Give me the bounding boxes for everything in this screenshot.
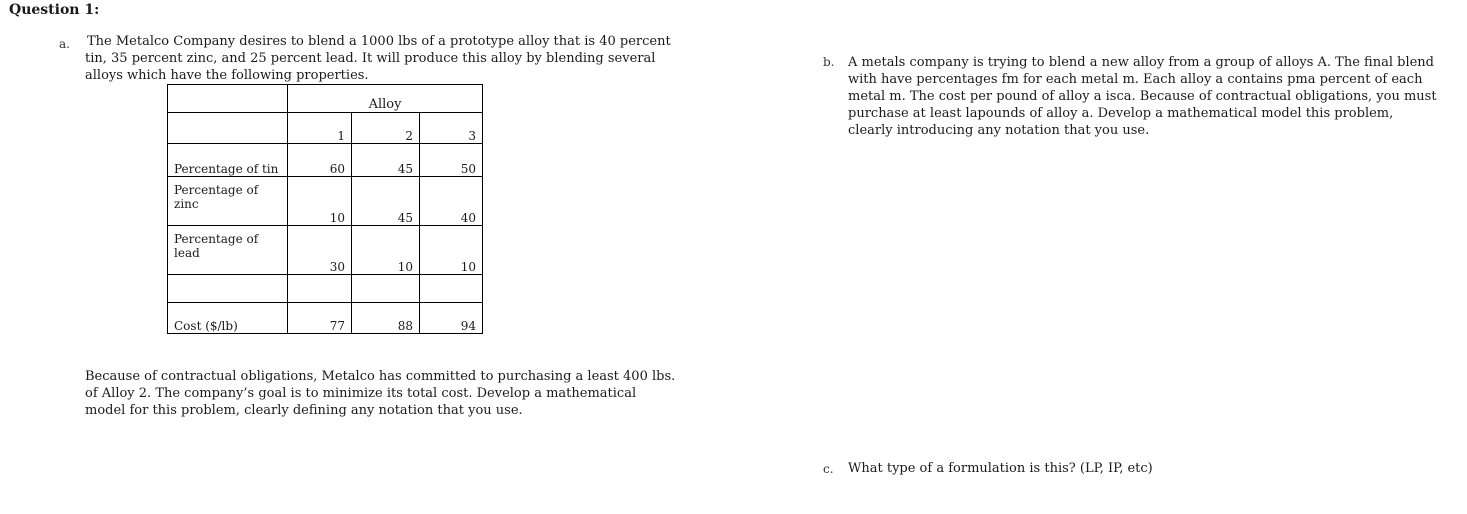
table-cell: 88	[352, 303, 420, 334]
part-a-intro	[85, 33, 671, 84]
part-b-text	[848, 54, 1437, 139]
part-b-marker: b.	[823, 55, 835, 69]
row-label-tin: Percentage of tin	[168, 144, 288, 177]
alloy-number-cell: 3	[420, 113, 483, 144]
part-a-intro-line: The Metalco Company desires to blend a 1000 lbs of a prototype alloy that is 40 percent	[87, 34, 671, 49]
part-b-line: metal m. The cost per pound of alloy a isca. Because of contractual obligations, you must	[848, 89, 1437, 104]
table-cell: 30	[288, 226, 352, 275]
table-cell: 50	[420, 144, 483, 177]
table-row	[168, 144, 483, 177]
table-cell	[288, 275, 352, 303]
table-cell: 10	[352, 226, 420, 275]
row-label-line: Percentage of	[174, 183, 259, 197]
table-cell	[352, 275, 420, 303]
part-c-text: What type of a formulation is this? (LP, IP, etc)	[848, 461, 1153, 476]
row-label-lead	[168, 226, 288, 275]
table-header-row	[168, 85, 483, 113]
row-label-zinc	[168, 177, 288, 226]
part-b-line: purchase at least lapounds of alloy a. Develop a mathematical model this problem,	[848, 106, 1394, 121]
part-a-task-line: of Alloy 2. The company’s goal is to minimize its total cost. Develop a mathematical	[85, 386, 637, 401]
alloy-number-cell: 2	[352, 113, 420, 144]
table-cell	[168, 113, 288, 144]
table-corner-cell	[168, 85, 288, 113]
part-a-intro-line: alloys which have the following properties.	[85, 68, 369, 83]
table-row	[168, 226, 483, 275]
table-cell	[168, 275, 288, 303]
table-cell: 77	[288, 303, 352, 334]
table-row	[168, 303, 483, 334]
row-label-line: zinc	[174, 197, 199, 211]
alloy-number-cell: 1	[288, 113, 352, 144]
question-heading: Question 1:	[9, 2, 100, 18]
table-cell: 60	[288, 144, 352, 177]
alloy-column-header: Alloy	[288, 85, 483, 113]
table-cell: 40	[420, 177, 483, 226]
part-b-line: with have percentages fm for each metal m. Each alloy a contains pma percent of each	[848, 72, 1423, 87]
table-cell	[420, 275, 483, 303]
part-a-marker: a.	[59, 37, 70, 51]
row-label-line: Percentage of	[174, 232, 259, 246]
table-cell: 45	[352, 144, 420, 177]
table-cell: 94	[420, 303, 483, 334]
part-a-task-line: model for this problem, clearly defining any notation that you use.	[85, 403, 523, 418]
table-cell: 45	[352, 177, 420, 226]
row-label-line: lead	[174, 246, 200, 260]
part-a-intro-line: tin, 35 percent zinc, and 25 percent lead. It will produce this alloy by blending several	[85, 51, 656, 66]
table-row	[168, 275, 483, 303]
part-b-line: A metals company is trying to blend a new alloy from a group of alloys A. The final blend	[848, 55, 1434, 70]
table-row	[168, 113, 483, 144]
part-c-marker: c.	[823, 462, 834, 476]
row-label-cost: Cost ($/lb)	[168, 303, 288, 334]
part-a-task-line: Because of contractual obligations, Metalco has committed to purchasing a least 400 lbs.	[85, 369, 676, 384]
table-cell: 10	[420, 226, 483, 275]
table-cell: 10	[288, 177, 352, 226]
part-b-line: clearly introducing any notation that you use.	[848, 123, 1150, 138]
part-a-task	[85, 368, 675, 419]
table-row	[168, 177, 483, 226]
alloy-properties-table	[167, 84, 483, 334]
